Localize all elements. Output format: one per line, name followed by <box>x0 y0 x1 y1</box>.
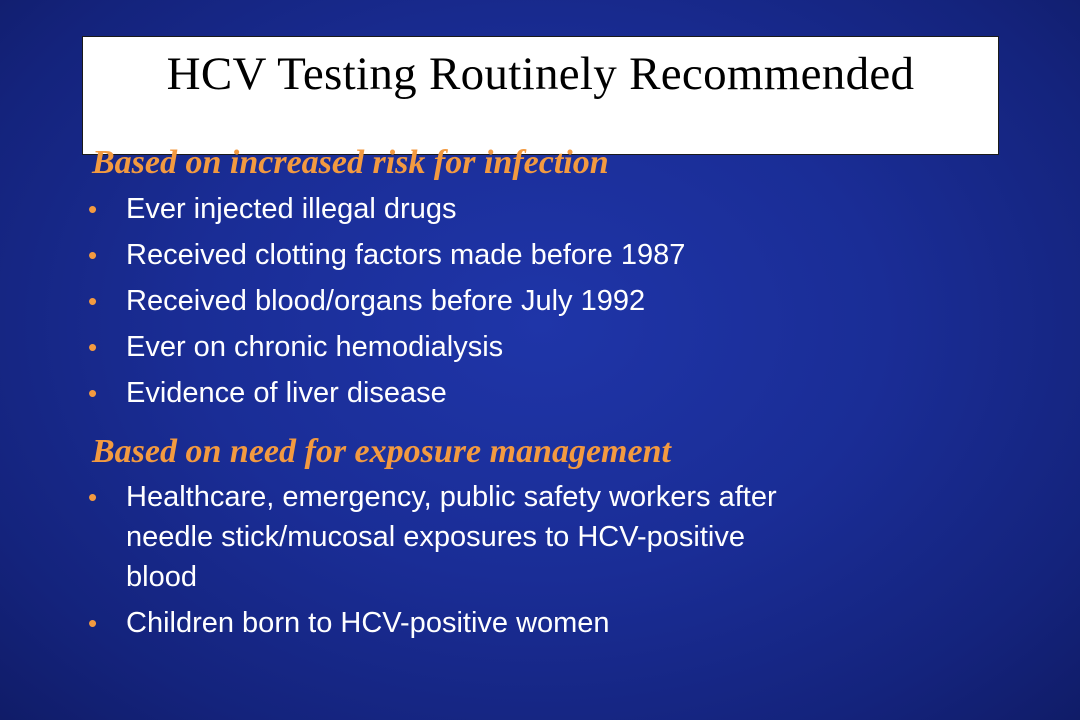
bullet-text-line: blood <box>126 561 197 593</box>
section-heading-risk: Based on increased risk for infection <box>92 144 609 181</box>
risk-bullet-list <box>88 189 685 419</box>
bullet-icon: • <box>88 608 98 638</box>
bullet-icon: • <box>88 240 98 270</box>
slide-title: HCV Testing Routinely Recommended <box>166 48 915 100</box>
bullet-icon: • <box>88 378 98 408</box>
bullet-icon: • <box>88 332 98 362</box>
bullet-icon: • <box>88 286 98 316</box>
list-item <box>88 327 685 367</box>
title-box <box>82 36 999 155</box>
bullet-text: Evidence of liver disease <box>126 377 447 409</box>
exposure-bullet-list <box>88 477 777 643</box>
bullet-text: Received clotting factors made before 1987 <box>126 239 686 271</box>
list-item <box>88 235 685 275</box>
bullet-text: Ever injected illegal drugs <box>126 193 457 225</box>
list-item <box>88 373 685 413</box>
bullet-icon: • <box>88 194 98 224</box>
bullet-icon: • <box>88 482 98 512</box>
bullet-text-line: Healthcare, emergency, public safety workers after <box>126 481 777 513</box>
bullet-text: Children born to HCV-positive women <box>126 607 610 639</box>
list-item <box>88 281 685 321</box>
bullet-text <box>126 477 777 597</box>
list-item <box>88 189 685 229</box>
list-item <box>88 603 777 643</box>
bullet-text: Received blood/organs before July 1992 <box>126 285 646 317</box>
section-heading-exposure: Based on need for exposure management <box>92 433 671 470</box>
bullet-text-line: needle stick/mucosal exposures to HCV-positive <box>126 521 745 553</box>
list-item <box>88 477 777 597</box>
bullet-text: Ever on chronic hemodialysis <box>126 331 504 363</box>
